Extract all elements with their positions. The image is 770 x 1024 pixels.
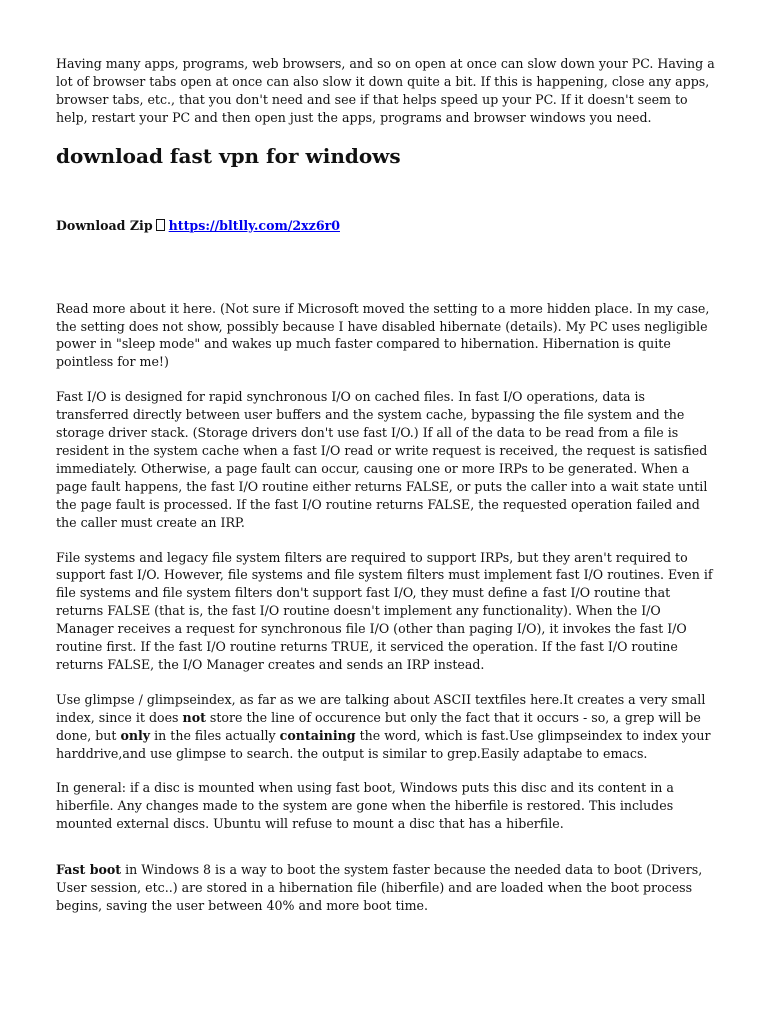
arrow-icon [156,219,165,231]
fast-boot-text: in Windows 8 is a way to boot the system faster because the needed data to boot (Drivers, User session, etc..) are stored in a hibernation file (hiberfile) and are loaded when the boot process begins, saving the user between 40% and more boot time. [56,862,703,913]
file-systems-paragraph: File systems and legacy file system filters are required to support IRPs, but they aren't required to support fast I/O. However, file systems and file system filters must implement fast I/O routines. Even if file systems and file system filters don't support fast I/O, they must define a fast I/O routine that returns FALSE (that is, the fast I/O routine doesn't implement any functionality). When the I/O Manager receives a request for synchronous file I/O (other than paging I/O), it invokes the fast I/O routine first. If the fast I/O routine returns TRUE, it serviced the operation. If the fast I/O routine returns FALSE, the I/O Manager creates and sends an IRP instead. [56,549,713,672]
download-line [56,217,718,235]
glimpse-text-1: Use glimpse / glimpseindex, as far as we are talking about ASCII textfiles here.It creates a very small index, since it does [56,691,706,725]
fast-io-paragraph: Fast I/O is designed for rapid synchronous I/O on cached files. In fast I/O operations, data is transferred directly between user buffers and the system cache, bypassing the file system and the storage driver stack. (Storage drivers don't use fast I/O.) If all of the data to be read from a file is resident in the system cache when a fast I/O read or write request is received, the request is satisfied immediately. Otherwise, a page fault can occur, causing one or more IRPs to be generated. When a page fault happens, the fast I/O routine either returns FALSE, or puts the caller into a wait state until the page fault is processed. If the fast I/O routine returns FALSE, the requested operation failed and the caller must create an IRP. [56,389,708,530]
glimpse-paragraph [56,691,718,763]
glimpse-bold-only: only [120,727,151,743]
intro-paragraph: Having many apps, programs, web browsers, and so on open at once can slow down your PC. Having a lot of browser tabs open at once can also slow it down quite a bit. If this is happening, close any apps, browser tabs, etc., that you don't need and see if that helps speed up your PC. If it doesn't seem to help, restart your PC and then open just the apps, programs and browser windows you need. [56,56,715,125]
page-heading: download fast vpn for windows [56,143,401,168]
glimpse-bold-containing: containing [279,727,356,743]
glimpse-bold-not: not [182,709,206,725]
fast-boot-paragraph [56,861,718,915]
download-link[interactable]: https://bltlly.com/2xz6r0 [168,217,340,233]
glimpse-text-3: in the files actually [150,727,280,743]
document-page [56,55,718,915]
glimpse-text-2: store the line of occurence but only the fact that it occurs - so, a grep will be done, but [56,709,701,743]
fast-boot-bold: Fast boot [56,862,122,878]
general-paragraph: In general: if a disc is mounted when using fast boot, Windows puts this disc and its content in a hiberfile. Any changes made to the system are gone when the hiberfile is restored. This includes mounted external discs. Ubuntu will refuse to mount a disc that has a hiberfile. [56,780,674,832]
download-label: Download Zip [56,217,153,233]
glimpse-text-4: the word, which is fast.Use glimpseindex to index your harddrive,and use glimpse to search. the output is similar to grep.Easily adaptabe to emacs. [56,727,711,761]
read-more-paragraph: Read more about it here. (Not sure if Microsoft moved the setting to a more hidden place. In my case, the setting does not show, possibly because I have disabled hibernate (details). My PC uses negligible power in "sleep mode" and wakes up much faster compared to hibernation. Hibernation is quite pointless for me!) [56,300,710,370]
